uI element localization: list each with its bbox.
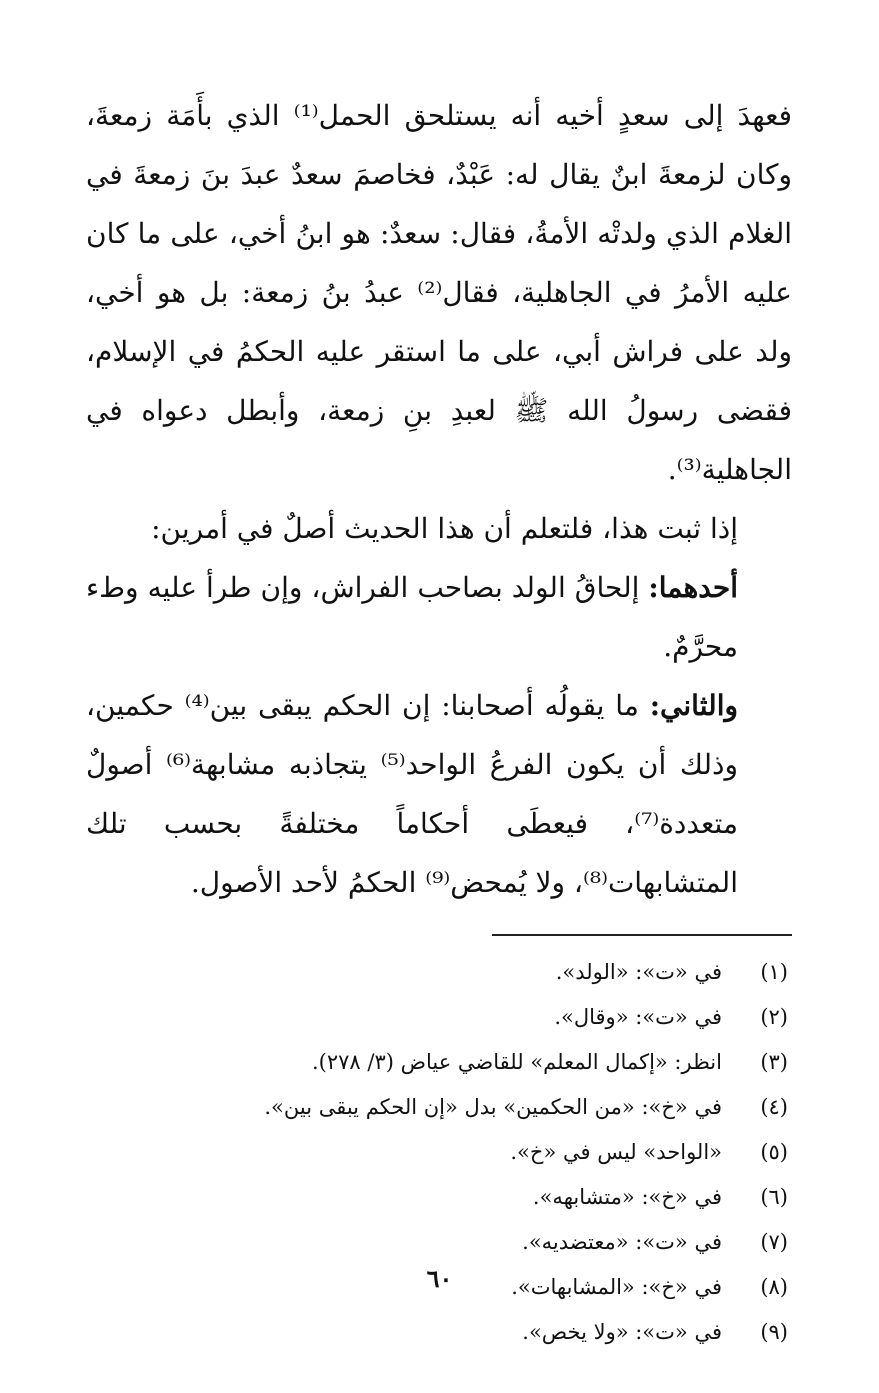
paragraph-4-label: والثاني: xyxy=(649,689,738,722)
footnote-item xyxy=(86,1175,792,1220)
footnote-number: (٧) xyxy=(760,1230,788,1254)
footnote-number: (١) xyxy=(760,960,788,984)
footnote-number: (٩) xyxy=(760,1320,788,1344)
footnote-item xyxy=(86,995,792,1040)
footnote-number: (٦) xyxy=(760,1185,788,1209)
paragraph-3 xyxy=(86,558,792,676)
paragraph-1: فعهدَ إلى سعدٍ أخيه أنه يستلحق الحمل⁽¹⁾ الذي بأَمَة زمعةَ، وكان لزمعةَ ابنٌ يقال له: عَبْدٌ، فخاصمَ سعدٌ عبدَ بنَ زمعةَ في الغلام الذي ولدتْه الأمةُ، فقال: سعدٌ: هو ابنُ أخي، على ما كان عليه الأمرُ في الجاهلية، فقال⁽²⁾ عبدُ بنُ زمعة: بل هو أخي، ولد على فراش أبي، على ما استقر عليه الحكمُ في الإسلام، فقضى رسولُ الله ﷺ لعبدِ بنِ زمعة، وأبطل دعواه في الجاهلية⁽³⁾. xyxy=(86,99,793,486)
document-page xyxy=(86,86,792,1355)
footnote-item xyxy=(86,950,792,995)
footnote-number: (٥) xyxy=(760,1140,788,1164)
footnote-item xyxy=(86,1040,792,1085)
footnote-item xyxy=(86,1310,792,1355)
footnote-text: انظر: «إكمال المعلم» للقاضي عياض (٣/ ٢٧٨). xyxy=(311,1050,722,1074)
paragraph-3-text: إلحاقُ الولد بصاحب الفراش، وإن طرأ عليه وطء محرَّمٌ. xyxy=(86,571,738,663)
paragraph-4 xyxy=(86,676,792,912)
footnote-number: (٨) xyxy=(760,1275,788,1299)
footnote-number: (٢) xyxy=(760,1005,788,1029)
footnote-text: في «ت»: «معتضديه». xyxy=(522,1230,722,1254)
footnotes-list xyxy=(86,950,792,1355)
footnote-text: «الواحد» ليس في «خ». xyxy=(510,1140,722,1164)
footnote-item xyxy=(86,1220,792,1265)
footnote-text: في «خ»: «من الحكمين» بدل «إن الحكم يبقى بين». xyxy=(264,1095,722,1119)
paragraph-3-label: أحدهما: xyxy=(648,571,738,604)
footnote-text: في «خ»: «متشابهه». xyxy=(532,1185,722,1209)
footnote-divider xyxy=(492,934,792,936)
footnote-item xyxy=(86,1130,792,1175)
footnote-text: في «ت»: «ولا يخص». xyxy=(522,1320,722,1344)
paragraph-4-text: ما يقولُه أصحابنا: إن الحكم يبقى بين⁽⁴⁾ حكمين، وذلك أن يكون الفرعُ الواحد⁽⁵⁾ يتجاذبه مشابهة⁽⁶⁾ أصولٌ متعددة⁽⁷⁾، فيعطَى أحكاماً مختلفةً بحسب تلك المتشابهات⁽⁸⁾، ولا يُمحض⁽⁹⁾ الحكمُ لأحد الأصول. xyxy=(86,689,738,899)
main-text xyxy=(86,86,792,912)
footnote-number: (٣) xyxy=(760,1050,788,1074)
paragraph-2: إذا ثبت هذا، فلتعلم أن هذا الحديث أصلٌ في أمرين: xyxy=(151,512,738,545)
footnote-number: (٤) xyxy=(760,1095,788,1119)
footnote-text: في «ت»: «الولد». xyxy=(555,960,722,984)
footnote-text: في «ت»: «وقال». xyxy=(554,1005,722,1029)
footnote-text: في «خ»: «المشابهات». xyxy=(511,1275,722,1299)
footnote-item xyxy=(86,1085,792,1130)
page-number: ٦٠ xyxy=(426,1264,453,1293)
